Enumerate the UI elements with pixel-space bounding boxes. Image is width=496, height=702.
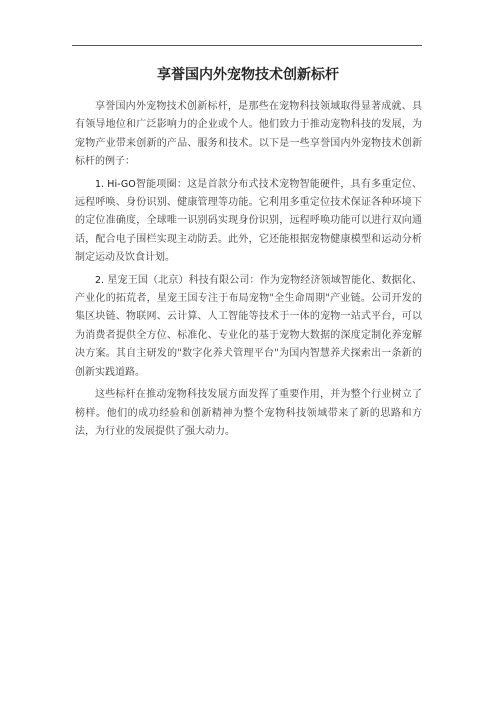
conclusion-paragraph — [75, 386, 422, 441]
document-body — [75, 98, 422, 445]
document-title: 享誉国内外宠物技术创新标杆 — [157, 67, 339, 83]
paragraph-text: 这些标杆在推动宠物科技发展方面发挥了重要作用，并为整个行业树立了榜样。他们的成功经验和创新精神为整个宠物科技领域带来了新的思路和方法，为行业的发展提供了强大动力。 — [75, 389, 422, 437]
paragraph-text: 智能项圈：这是首款分布式技术宠物智能硬件，具有多重定位、远程呼唤、身份识别、健康管理等功能。它利用多重定位技术保证各种环境下的定位准确度，全球唯一识别码实现身份识别，远程呼唤功能可以进行双向通话，配合电子围栏实现主动防丢。此外，它还能根据宠物健康模型和运动分析制定运动及饮食计划。 — [75, 178, 423, 264]
list-item-paragraph — [75, 272, 422, 382]
header-rule — [72, 45, 422, 46]
list-item-paragraph — [75, 176, 422, 268]
intro-paragraph — [75, 98, 422, 172]
paragraph-text: 星宠王国（北京）科技有限公司：作为宠物经济领域智能化、数据化、产业化的拓荒者，星宠王国专注于布局宠物"全生命周期"产业链。公司开发的集区块链、物联网、云计算、人工智能等技术于一体的宠物一站式平台，可以为消费者提供全方位、标准化、专业化的基于宠物大数据的深度定制化养宠解决方案。其自主研发的"数字化养犬管理平台"为国内智慧养犬探索出一条新的创新实践道路。 — [75, 274, 422, 378]
list-item-number: 1. Hi-GO — [95, 178, 136, 190]
list-item-number: 2. — [95, 274, 105, 286]
paragraph-text: 享誉国内外宠物技术创新标杆，是那些在宠物科技领域取得显著成就、具有领导地位和广泛影响力的企业或个人。他们致力于推动宠物科技的发展，为宠物产业带来创新的产品、服务和技术。以下是一些享誉国内外宠物技术创新标杆的例子： — [75, 101, 422, 168]
